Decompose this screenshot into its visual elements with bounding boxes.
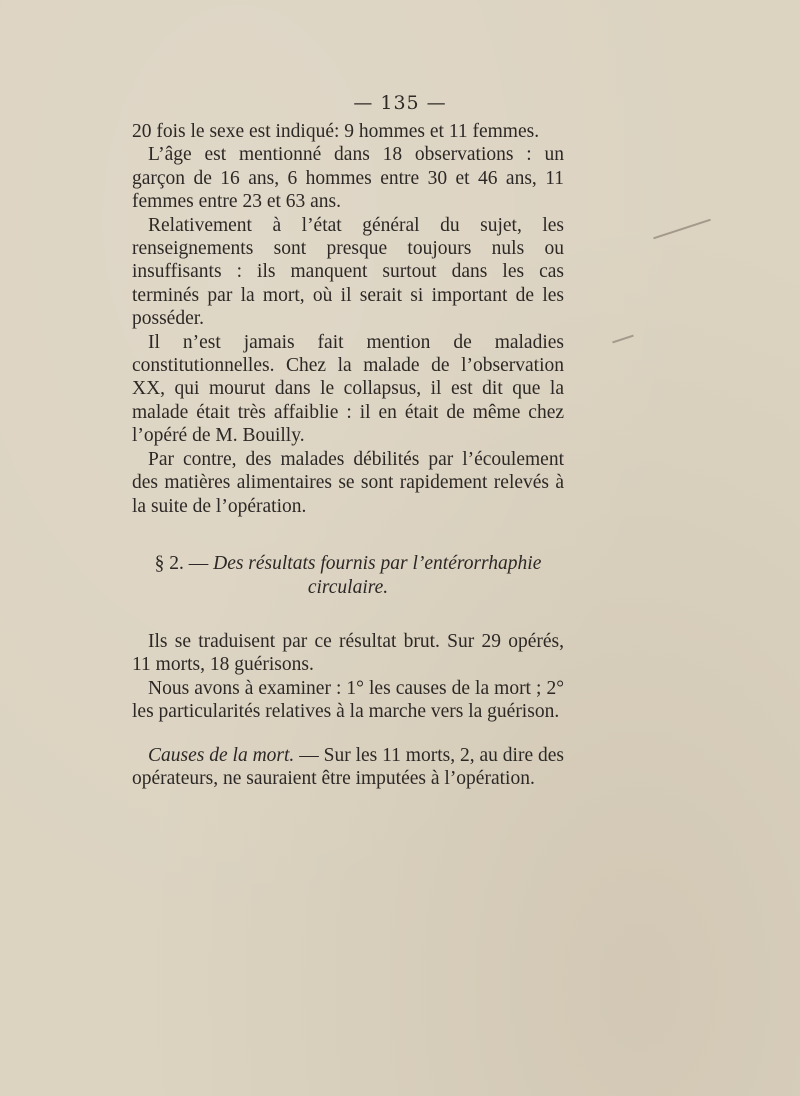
ink-smudge bbox=[612, 335, 634, 344]
paragraph-sex: 20 fois le sexe est indiqué: 9 hommes et 11 femmes. bbox=[132, 121, 540, 142]
body-text bbox=[132, 120, 564, 790]
paragraph-constitutional-diseases: Il n’est jamais fait mention de maladies constitutionnelles. Chez la malade de l’observation XX, qui mourut dans le collapsus, il est dit que la malade était très affaiblie : il en était de même chez l’opéré de M. Bouilly. bbox=[132, 331, 564, 447]
section-number: § 2. — bbox=[154, 552, 209, 574]
page-number: — 135 — bbox=[353, 92, 447, 114]
ink-smudge bbox=[653, 219, 711, 239]
paragraph-results: Ils se traduisent par ce résultat brut. Sur 29 opérés, 11 morts, 18 guérisons. bbox=[132, 630, 564, 676]
causes-text: — Sur les 11 morts, 2, au dire des opérateurs, ne sauraient être imputées à l’opération. bbox=[132, 744, 564, 789]
paragraph-examine: Nous avons à examiner : 1° les causes de la mort ; 2° les particularités relatives à la marche vers la guérison. bbox=[132, 677, 564, 723]
paragraph-debilitated-patients: Par contre, des malades débilités par l’écoulement des matières alimentaires se sont rapidement relevés à la suite de l’opération. bbox=[132, 448, 564, 517]
causes-label: Causes de la mort. bbox=[148, 744, 295, 766]
section-title: Des résultats fournis par l’entérorrhaphie circulaire. bbox=[213, 552, 542, 598]
paragraph-age: L’âge est mentionné dans 18 observations : un garçon de 16 ans, 6 hommes entre 30 et 46 ans, 11 femmes entre 23 et 63 ans. bbox=[132, 144, 564, 213]
section-heading bbox=[132, 552, 564, 600]
paragraph-causes-of-death bbox=[132, 744, 564, 791]
paragraph-general-state: Relativement à l’état général du sujet, les renseignements sont presque toujours nuls ou insuffisants : ils manquent surtout dans les cas terminés par la mort, où il serait si important de les posséder. bbox=[132, 214, 564, 330]
